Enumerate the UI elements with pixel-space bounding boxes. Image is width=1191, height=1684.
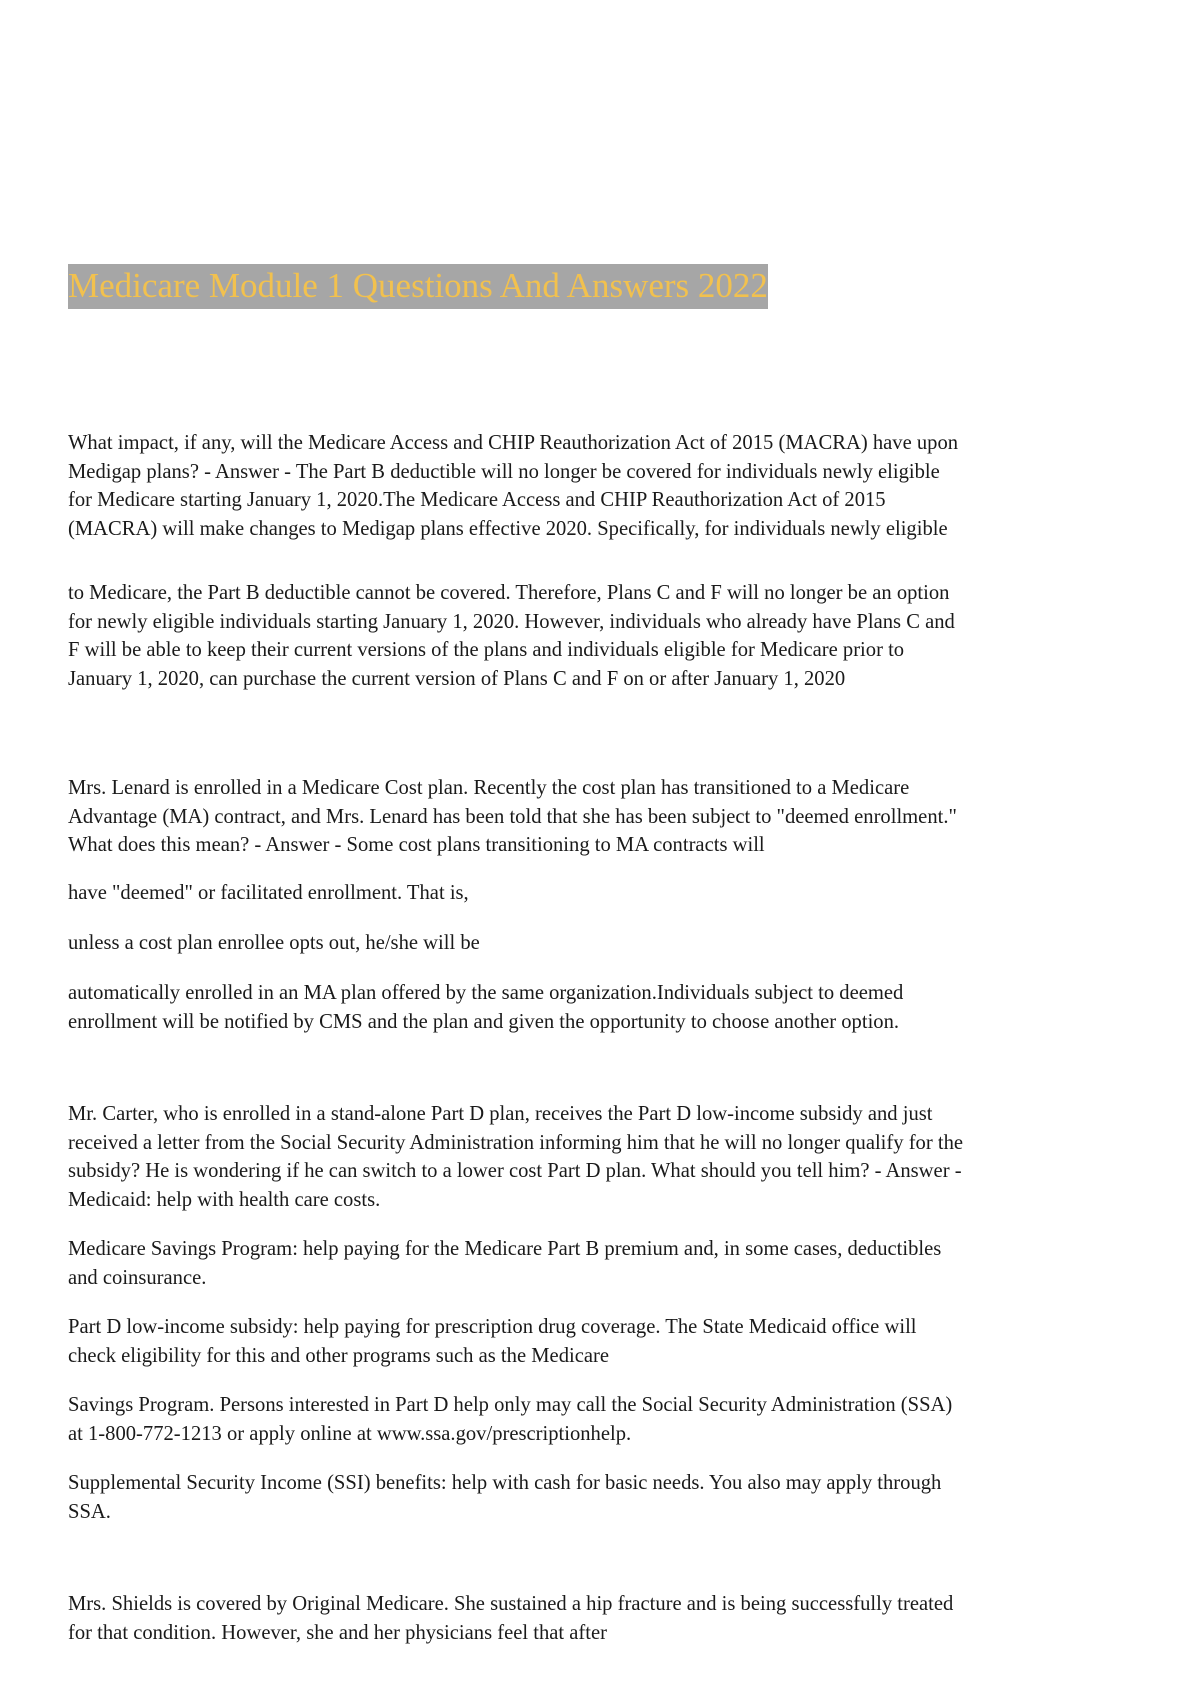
paragraph-line: subsidy? He is wondering if he can switch to a lower cost Part D plan. What should you tell him? - Answer - bbox=[68, 1160, 962, 1182]
document-title bbox=[68, 268, 768, 303]
paragraph bbox=[68, 1235, 1128, 1292]
paragraph bbox=[68, 1590, 1128, 1647]
paragraph-line: enrollment will be notified by CMS and the plan and given the opportunity to choose another option. bbox=[68, 1010, 900, 1033]
paragraph bbox=[68, 879, 1128, 908]
paragraph-line: check eligibility for this and other programs such as the Medicare bbox=[68, 1344, 609, 1367]
paragraph-line: Advantage (MA) contract, and Mrs. Lenard has been told that she has been subject to "deemed enrollment." bbox=[68, 805, 957, 828]
paragraph-line: Mr. Carter, who is enrolled in a stand-alone Part D plan, receives the Part D low-income subsidy and just bbox=[68, 1103, 933, 1125]
paragraph-line: for newly eligible individuals starting January 1, 2020. However, individuals who already have Plans C and bbox=[68, 610, 955, 633]
paragraph-line: for Medicare starting January 1, 2020.The Medicare Access and CHIP Reauthorization Act of 2015 bbox=[68, 489, 886, 511]
paragraph-line: Part D low-income subsidy: help paying for prescription drug coverage. The State Medicaid office will bbox=[68, 1316, 917, 1338]
paragraph-line: Savings Program. Persons interested in Part D help only may call the Social Security Administration (SSA) bbox=[68, 1394, 953, 1416]
paragraph-line: at 1-800-772-1213 or apply online at www.ssa.gov/prescriptionhelp. bbox=[68, 1422, 632, 1445]
paragraph-line: Medigap plans? - Answer - The Part B deductible will no longer be covered for individuals newly eligible bbox=[68, 460, 940, 483]
document-title-text: Medicare Module 1 Questions And Answers 2022 bbox=[68, 264, 768, 309]
paragraph bbox=[68, 429, 1128, 543]
paragraph-line: and coinsurance. bbox=[68, 1266, 207, 1289]
paragraph-line: (MACRA) will make changes to Medigap plans effective 2020. Specifically, for individuals newly eligible bbox=[68, 517, 948, 540]
paragraph-line: Supplemental Security Income (SSI) benefits: help with cash for basic needs. You also may apply through bbox=[68, 1472, 942, 1494]
paragraph-line: Medicaid: help with health care costs. bbox=[68, 1188, 381, 1211]
paragraph bbox=[68, 774, 1128, 860]
paragraph-line: unless a cost plan enrollee opts out, he/she will be bbox=[68, 932, 480, 954]
paragraph-line: What impact, if any, will the Medicare Access and CHIP Reauthorization Act of 2015 (MACRA) have upon bbox=[68, 432, 959, 454]
paragraph-line: January 1, 2020, can purchase the current version of Plans C and F on or after January 1, 2020 bbox=[68, 667, 846, 690]
paragraph-line: Mrs. Shields is covered by Original Medicare. She sustained a hip fracture and is being successfully treated bbox=[68, 1593, 954, 1615]
paragraph bbox=[68, 1391, 1128, 1448]
paragraph-line: automatically enrolled in an MA plan offered by the same organization.Individuals subject to deemed bbox=[68, 982, 904, 1004]
paragraph-line: SSA. bbox=[68, 1500, 111, 1523]
paragraph-line: What does this mean? - Answer - Some cost plans transitioning to MA contracts will bbox=[68, 834, 765, 856]
paragraph bbox=[68, 979, 1128, 1036]
paragraph bbox=[68, 1100, 1128, 1214]
paragraph-line: to Medicare, the Part B deductible cannot be covered. Therefore, Plans C and F will no longer be an option bbox=[68, 582, 950, 604]
paragraph-line: Medicare Savings Program: help paying for the Medicare Part B premium and, in some cases, deductibles bbox=[68, 1238, 942, 1260]
paragraph bbox=[68, 1313, 1128, 1370]
paragraph-line: Mrs. Lenard is enrolled in a Medicare Cost plan. Recently the cost plan has transitioned to a Medicare bbox=[68, 777, 910, 799]
paragraph bbox=[68, 579, 1128, 693]
paragraph-line: have "deemed" or facilitated enrollment. That is, bbox=[68, 882, 469, 904]
paragraph-line: F will be able to keep their current versions of the plans and individuals eligible for Medicare prior to bbox=[68, 639, 905, 661]
paragraph bbox=[68, 1469, 1128, 1526]
paragraph bbox=[68, 929, 1128, 958]
paragraph-line: for that condition. However, she and her physicians feel that after bbox=[68, 1621, 607, 1644]
paragraph-line: received a letter from the Social Security Administration informing him that he will no longer qualify for the bbox=[68, 1131, 964, 1154]
